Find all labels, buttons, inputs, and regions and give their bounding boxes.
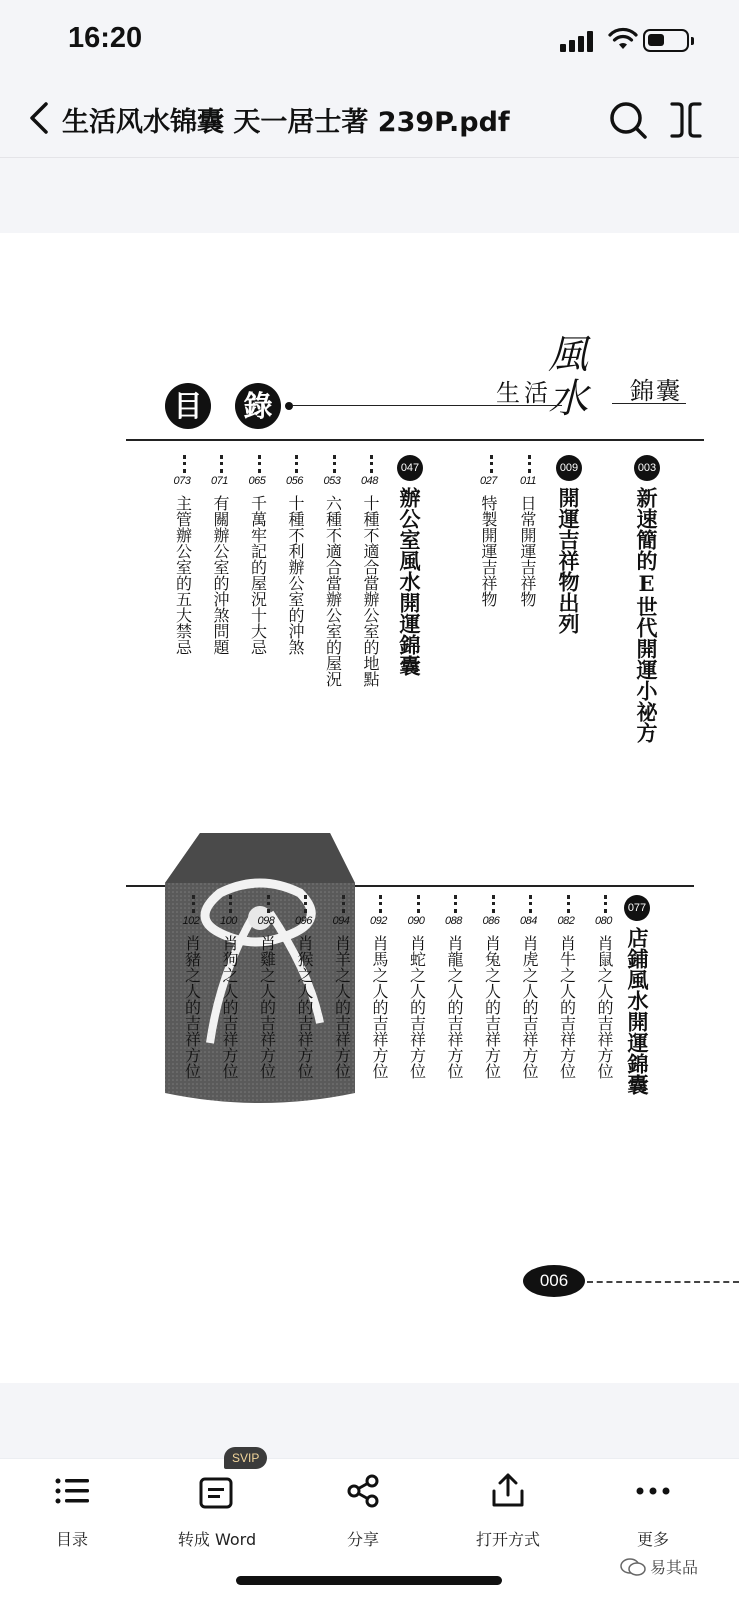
leader-dots [567,895,570,913]
fullscreen-icon[interactable] [668,100,704,140]
chapter-badge: 077 [624,895,650,921]
chapter-title[interactable]: 店鋪風水開運錦囊 [625,927,650,1095]
toolbar-label: 分享 [346,1530,379,1549]
leader-dots [528,455,531,473]
toc-item[interactable]: 有關辦公室的沖煞問題 [211,495,230,655]
wechat-icon [620,1557,646,1577]
chapter-title[interactable]: 辦公室風水開運錦囊 [397,487,422,676]
toc-item[interactable]: 肖雞之人的吉祥方位 [257,935,277,1079]
toc-page-number: 048 [361,475,378,487]
status-bar [0,0,739,80]
toolbar-catalog[interactable] [12,1459,132,1569]
logo-small-2: 錦囊 [630,377,682,405]
leader-dots [295,455,298,473]
toc-item[interactable]: 肖狗之人的吉祥方位 [220,935,239,1079]
toc-item[interactable]: 十種不適合當辦公室的地點 [361,495,380,687]
leader-dots [192,895,195,913]
pdf-page[interactable] [0,233,739,1383]
toc-page-number: 027 [480,475,497,487]
wifi-icon [608,27,638,51]
toc-item[interactable]: 日常開運吉祥物 [518,495,537,607]
toc-item[interactable]: 肖羊之人的吉祥方位 [332,935,352,1079]
toc-page-number: 102 [182,915,200,927]
toc-item[interactable]: 肖虎之人的吉祥方位 [520,935,539,1079]
toc-heading-char-2: 錄 [235,383,281,429]
heading-dot [285,402,293,410]
app-header [0,80,739,158]
back-chevron-icon[interactable] [26,100,54,136]
toolbar-label: 转成 Word [177,1530,257,1549]
logo-small-1: 生活 [496,379,552,407]
toc-page-number: 088 [445,915,462,927]
toc-page-number: 084 [520,915,537,927]
toc-item[interactable]: 肖猴之人的吉祥方位 [295,935,314,1079]
toc-heading-char-1: 目 [165,383,211,429]
leader-dots [267,895,270,913]
logo-big: 風水 [548,332,588,422]
pdf-viewer[interactable] [0,158,739,1458]
leader-dots [220,455,223,473]
leader-dots [258,455,261,473]
toc-item[interactable]: 肖豬之人的吉祥方位 [182,935,202,1079]
leader-dots [333,455,336,473]
leader-dots [529,895,532,913]
toc-page-number: 096 [295,915,312,927]
toc-page-number: 092 [370,915,387,927]
toc-item[interactable]: 肖鼠之人的吉祥方位 [595,935,614,1079]
toc-page-number: 065 [248,475,266,487]
toc-item[interactable]: 六種不適合當辦公室的屋況 [323,495,343,687]
heading-rule [292,405,562,406]
list-icon [54,1471,90,1511]
toc-item[interactable]: 主管辦公室的五大禁忌 [173,495,193,655]
toc-item[interactable]: 特製開運吉祥物 [479,495,498,607]
toc-page-number: 098 [257,915,275,927]
toolbar-label: 目录 [55,1530,88,1549]
status-time: 16:20 [68,22,143,54]
leader-dots [342,895,345,913]
toc-page-number: 073 [173,475,191,487]
toc-page-number: 094 [332,915,350,927]
chapter-title[interactable]: 新速簡的E世代開運小祕方 [634,487,659,743]
leader-dots [454,895,457,913]
leader-dots [492,895,495,913]
leader-dots [370,455,373,473]
toc-item[interactable]: 肖馬之人的吉祥方位 [370,935,389,1079]
more-icon [635,1471,671,1511]
toc-page-number: 100 [220,915,237,927]
toolbar-open-with[interactable] [448,1459,568,1569]
toolbar-convert-word[interactable] [157,1459,277,1569]
chapter-title[interactable]: 開運吉祥物出列 [556,487,581,634]
toolbar-label: 更多 [636,1530,669,1549]
cellular-signal-icon [560,30,596,52]
toolbar-share[interactable] [303,1459,423,1569]
toc-page-number: 086 [482,915,500,927]
chapter-badge: 047 [397,455,423,481]
battery-icon [643,29,689,52]
chapter-badge: 003 [634,455,660,481]
watermark-text: 易其品 [650,1558,699,1577]
leader-dots [417,895,420,913]
toc-item[interactable]: 肖牛之人的吉祥方位 [557,935,577,1079]
toolbar-more[interactable] [593,1459,713,1569]
logo-underline [612,403,686,404]
word-convert-icon [199,1471,235,1511]
toc-item[interactable]: 肖兔之人的吉祥方位 [482,935,502,1079]
search-icon[interactable] [608,100,648,140]
toc-page-number: 071 [211,475,228,487]
toc-page-number: 056 [286,475,303,487]
leader-dots [304,895,307,913]
toc-page-number: 082 [557,915,575,927]
toc-page-number: 053 [323,475,341,487]
share-icon [345,1471,381,1511]
toc-page-number: 080 [595,915,612,927]
leader-dots [490,455,493,473]
leader-dots [604,895,607,913]
page-number-leader [587,1281,739,1283]
home-indicator [236,1576,502,1585]
chapter-badge: 009 [556,455,582,481]
toolbar-label: 打开方式 [475,1530,540,1549]
toc-page-number: 090 [407,915,425,927]
toc-page-number: 011 [520,475,537,487]
leader-dots [183,455,186,473]
toc-item[interactable]: 肖蛇之人的吉祥方位 [407,935,427,1079]
leader-dots [379,895,382,913]
section-divider-1 [126,439,704,441]
toc-item[interactable]: 千萬牢記的屋況十大忌 [248,495,268,655]
toc-item[interactable]: 肖龍之人的吉祥方位 [445,935,464,1079]
svip-badge: SVIP [224,1447,267,1469]
page-number: 006 [539,1271,569,1290]
leader-dots [229,895,232,913]
open-with-icon [490,1471,526,1511]
document-title: 生活风水锦囊 天一居士著 239P.pdf [62,107,510,138]
toc-item[interactable]: 十種不利辦公室的沖煞 [286,495,305,655]
